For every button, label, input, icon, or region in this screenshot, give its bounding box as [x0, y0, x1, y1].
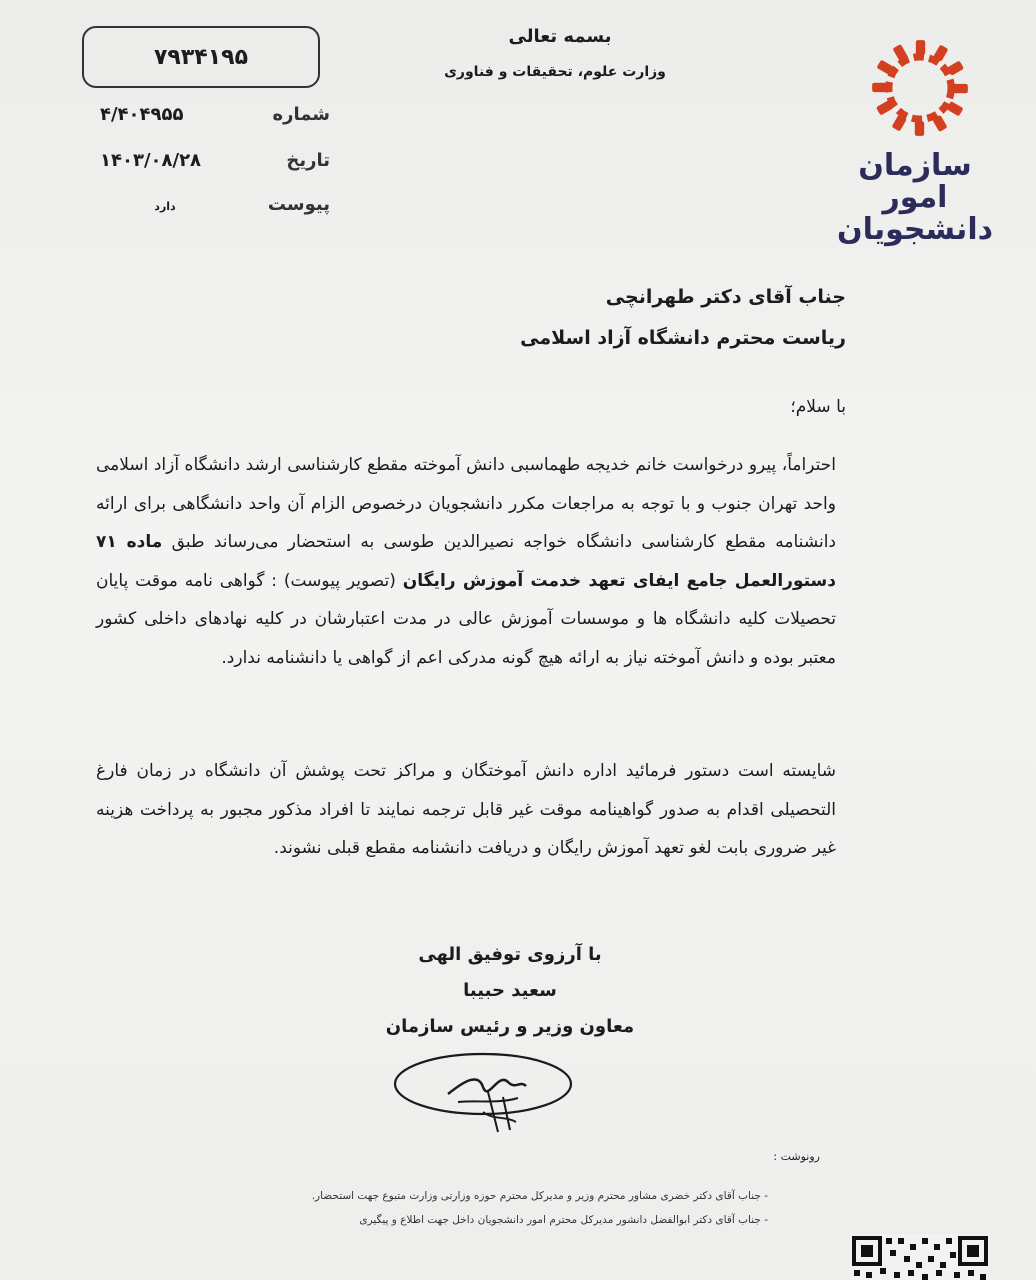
date-label: تاریخ: [286, 150, 330, 171]
greeting: با سلام؛: [790, 397, 846, 417]
signatory-title: معاون وزیر و رئیس سازمان: [385, 1016, 635, 1037]
organization-logo-icon: [868, 36, 972, 140]
closing-wish: با آرزوی توفیق الهی: [418, 944, 602, 965]
addressee-title: ریاست محترم دانشگاه آزاد اسلامی: [520, 327, 846, 349]
attachment-value: دارد: [154, 200, 176, 213]
paragraph-1-rest: (تصویر پیوست) : گواهی نامه موقت پایان تحصیلات کلیه دانشگاه ها و موسسات آموزش عالی در مدت اعتبارشان در کلیه نهادهای داخلی کشور معتبر بوده و دانش آموخته نیاز به ارائه هیچ گونه مدرکی اعم از گواهی یا دانشنامه ندارد.: [96, 570, 836, 668]
body-paragraph-2: شایسته است دستور فرمائید اداره دانش آموختگان و مراکز تحت پوشش آن دانشگاه در زمان فارغ التحصیلی اقدام به صدور گواهینامه موقت غیر قابل ترجمه نمایند تا افراد مذکور مجبور به پرداخت هزینه غیر ضروری بابت لغو تعهد آموزش رایگان و دریافت دانشنامه مقطع قبلی نشوند.: [96, 761, 836, 859]
signature-icon: [388, 1042, 588, 1142]
signatory-name: سعید حبیبا: [463, 980, 557, 1001]
serial-number: ۷۹۳۴۱۹۵: [154, 44, 248, 70]
qr-code-icon: [850, 1234, 990, 1280]
number-value: ۴/۴۰۴۹۵۵: [100, 104, 184, 125]
attachment-label: پیوست: [267, 194, 330, 215]
paragraph-1-article-reference: ماده ۷۱ دستورالعمل جامع ایفای تعهد خدمت آموزش رایگان: [96, 532, 837, 591]
cc-item: - جناب آقای دکتر خضری مشاور محترم وزیر و مدیرکل محترم حوزه وزارتی وزارت متبوع جهت استحضار.: [311, 1190, 768, 1202]
number-label: شماره: [272, 104, 330, 125]
body-paragraph-1: [96, 446, 836, 678]
paragraph-1-intro: احتراماً، پیرو درخواست خانم خدیجه طهماسبی دانش آموخته مقطع کارشناسی ارشد دانشگاه آزاد اسلامی واحد تهران جنوب و با توجه به مراجعات مکرر دانشجویان درخصوص الزام آن واحد دانشگاهی برای ارائه دانشنامه مقطع کارشناسی دانشگاه خواجه نصیرالدین طوسی به استحضار می‌رساند طبق: [96, 455, 837, 553]
ministry-name: وزارت علوم، تحقیقات و فناوری: [444, 64, 666, 80]
serial-number-box: [82, 26, 320, 88]
addressee-name: جناب آقای دکتر طهرانچی: [605, 286, 846, 308]
date-value: ۱۴۰۳/۰۸/۲۸: [100, 150, 202, 171]
cc-item: - جناب آقای دکتر ابوالفضل دانشور مدیرکل محترم امور دانشجویان داخل جهت اطلاع و پیگیری: [359, 1214, 768, 1226]
bism-heading: بسمه تعالی: [508, 26, 612, 47]
organization-logo-text: سازمان امور دانشجویان: [836, 148, 994, 247]
cc-heading: رونوشت :: [773, 1150, 820, 1163]
